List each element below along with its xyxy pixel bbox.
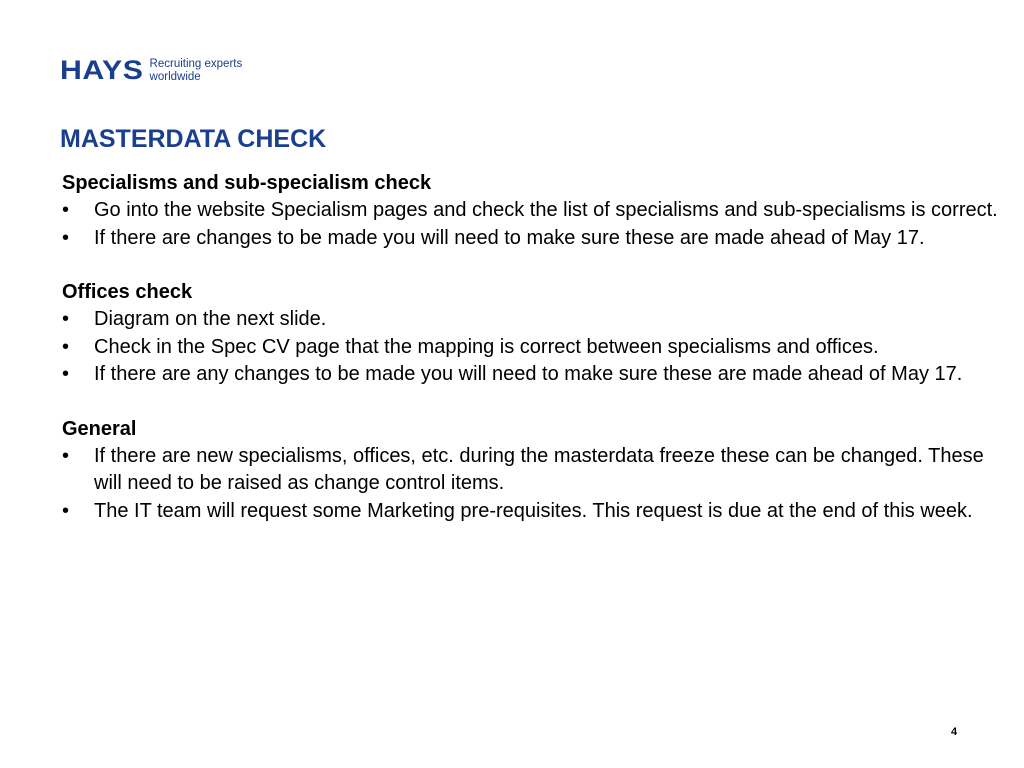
list-item-text: Go into the website Specialism pages and check the list of specialisms and sub-specialisms is correct. [94,199,998,222]
bullet-icon: • [62,308,70,331]
section-specialisms [62,170,1002,252]
bullet-icon: • [62,335,70,358]
section-spacer [62,252,1002,279]
section-heading: Specialisms and sub-specialism check [62,172,432,194]
bullet-icon: • [62,199,70,222]
list-item [62,443,1002,498]
bullet-icon: • [62,499,70,522]
slide-content [62,170,1002,525]
section-heading: General [62,417,137,440]
bullet-icon: • [62,226,70,249]
section-offices [62,279,1002,388]
list-item-text: Check in the Spec CV page that the mapping is correct between specialisms and offices. [94,335,879,358]
list-item-text: If there are new specialisms, offices, etc. during the masterdata freeze these can be changed. These will need to be raised as change control items. [94,444,984,495]
section-general [62,416,1002,525]
list-item-text: The IT team will request some Marketing pre-requisites. This request is due at the end of this week. [94,499,973,522]
bullet-list [62,197,1002,252]
section-spacer [62,388,1002,415]
bullet-list [62,306,1002,388]
logo-tagline [150,58,243,84]
slide-title: MASTERDATA CHECK [60,125,327,153]
section-heading: Offices check [62,281,193,304]
hays-logo [60,57,242,84]
list-item [62,197,1002,224]
logo-tagline-line2: worldwide [149,70,201,83]
list-item [62,498,1002,525]
page-number: 4 [951,726,958,738]
bullet-icon: • [62,363,70,386]
bullet-list [62,443,1002,525]
list-item [62,361,1002,388]
list-item [62,306,1002,333]
list-item-text: Diagram on the next slide. [94,308,327,331]
list-item-text: If there are changes to be made you will need to make sure these are made ahead of May 17. [94,226,925,249]
bullet-icon: • [62,444,70,467]
list-item-text: If there are any changes to be made you will need to make sure these are made ahead of May 17. [94,363,963,386]
logo-tagline-line1: Recruiting experts [149,57,243,70]
logo-wordmark: HAYS [60,55,144,85]
list-item [62,225,1002,252]
list-item [62,334,1002,361]
